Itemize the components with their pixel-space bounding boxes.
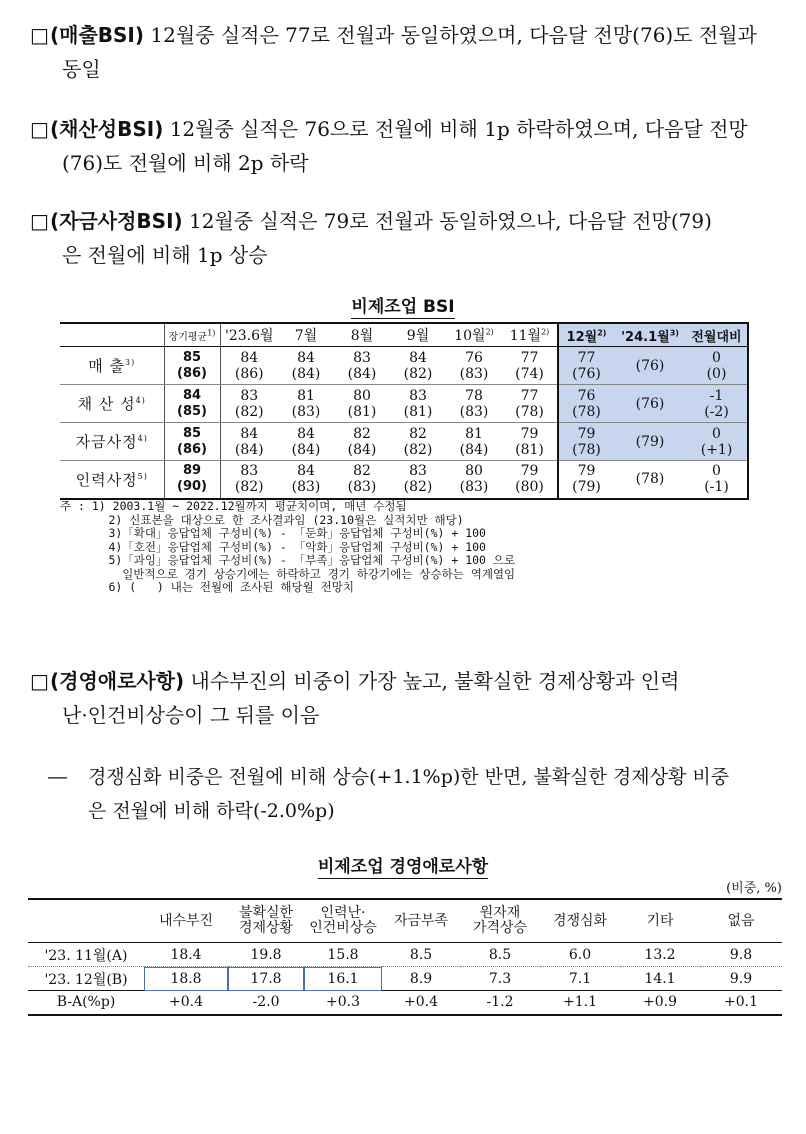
- value-cell: 19.8: [228, 943, 304, 967]
- value-cell: 83 (81): [390, 385, 446, 423]
- bsi-row: [60, 347, 748, 385]
- mgmt-header-row: [28, 899, 782, 943]
- bsi-row: [60, 385, 748, 423]
- row-label: 자금사정$^{4)}$: [60, 423, 164, 461]
- footnote: 5)「과잉」응답업체 구성비(%) - 「부족」응답업체 구성비(%) + 100 으로: [60, 553, 516, 567]
- mgmt-header-cell: 경쟁심화: [540, 899, 620, 943]
- value-cell: 8.9: [409, 970, 433, 987]
- value-cell: 79 (81): [502, 423, 558, 461]
- mom-change-cell: 0 (+1): [686, 423, 748, 461]
- mgmt-row: [28, 943, 782, 967]
- value-cell: 78 (83): [446, 385, 502, 423]
- value-cell: 83 (82): [220, 385, 278, 423]
- value-cell: +0.4: [144, 991, 228, 1015]
- paragraph-text-cont: 은 전월에 비해 하락(-2.0%p): [88, 800, 335, 822]
- jan-cell: (78): [614, 461, 686, 499]
- value-cell: 18.8: [144, 967, 228, 991]
- header-month: '23.6월: [220, 323, 278, 347]
- header-dec: 12월$^{2)}$: [558, 323, 614, 347]
- mgmt-table: [28, 898, 782, 1016]
- mgmt-header-cell: 원자재 가격상승: [460, 899, 540, 943]
- value-cell: -1.2: [460, 991, 540, 1015]
- mgmt-row: [28, 967, 782, 991]
- mgmt-header-cell: 없음: [700, 899, 782, 943]
- value-cell: 6.0: [540, 943, 620, 967]
- value-cell: +0.1: [700, 991, 782, 1015]
- footnote: 2) 신표본을 대상으로 한 조사결과임 (23.10월은 실적치만 해당): [60, 512, 464, 527]
- header-blank: [60, 323, 164, 347]
- mgmt-header-cell: 기타: [620, 899, 700, 943]
- row-label: 인력사정$^{5)}$: [60, 461, 164, 499]
- paragraph-profit-bsi: [30, 112, 794, 180]
- value-cell: +0.4: [382, 991, 460, 1015]
- value-cell: 84 (86): [220, 347, 278, 385]
- header-month: 8월: [334, 323, 390, 347]
- row-label: 매 출$^{3)}$: [60, 347, 164, 385]
- mgmt-header-cell: 인력난· 인건비상승: [304, 899, 382, 943]
- paragraph-text: 내수부진의 비중이 가장 높고, 불확실한 경제상황과 인력: [184, 669, 680, 693]
- value-cell: 82 (84): [334, 423, 390, 461]
- value-cell: +0.3: [304, 991, 382, 1015]
- value-cell: 83 (82): [220, 461, 278, 499]
- jan-cell: (76): [614, 385, 686, 423]
- footnote: 4)「호전」응답업체 구성비(%) - 「악화」응답업체 구성비(%) + 100: [60, 539, 486, 554]
- dash-bullet: ―: [48, 766, 67, 788]
- value-cell: 77 (74): [502, 347, 558, 385]
- long-term-avg-cell: 89 (90): [164, 461, 220, 499]
- value-cell: -2.0: [228, 991, 304, 1015]
- jan-cell: (76): [614, 347, 686, 385]
- value-cell: 80 (81): [334, 385, 390, 423]
- dec-cell: 76 (78): [558, 385, 614, 423]
- header-jan: '24.1월$^{3)}$: [614, 323, 686, 347]
- paragraph-mgmt-difficulties: [30, 664, 794, 732]
- row-label: '23. 12월(B): [44, 971, 128, 988]
- checkbox-bullet: □: [30, 209, 49, 233]
- value-cell: 14.1: [644, 970, 676, 987]
- row-label: 채 산 성$^{4)}$: [60, 385, 164, 423]
- bsi-table-title: 비제조업 BSI: [351, 297, 455, 317]
- paragraph-text-cont: 은 전월에 비해 1p 상승: [62, 243, 268, 267]
- value-cell: 84 (84): [278, 423, 334, 461]
- header-month: 7월: [278, 323, 334, 347]
- value-cell: 81 (83): [278, 385, 334, 423]
- dec-cell: 79 (79): [558, 461, 614, 499]
- value-cell: 76 (83): [446, 347, 502, 385]
- mom-change-cell: 0 (0): [686, 347, 748, 385]
- mom-change-cell: 0 (-1): [686, 461, 748, 499]
- paragraph-text-cont: 동일: [62, 57, 101, 81]
- value-cell: 9.9: [729, 970, 753, 987]
- dec-cell: 77 (76): [558, 347, 614, 385]
- value-cell: +0.9: [620, 991, 700, 1015]
- footnote: 6) ( ) 내는 전월에 조사된 해당월 전망치: [60, 580, 354, 594]
- header-blank: [28, 899, 144, 943]
- value-cell: 77 (78): [502, 385, 558, 423]
- unit-label: (비중, %): [726, 881, 782, 896]
- paragraph-text: 12월중 실적은 76으로 전월에 비해 1p 하락하였으며, 다음달 전망: [163, 117, 748, 141]
- value-cell: 83 (84): [334, 347, 390, 385]
- long-term-avg-cell: 85 (86): [164, 347, 220, 385]
- long-term-avg-cell: 85 (86): [164, 423, 220, 461]
- mom-change-cell: -1 (-2): [686, 385, 748, 423]
- header-month: 9월: [390, 323, 446, 347]
- header-long-term-avg: 장기평균$^{1)}$: [164, 323, 220, 347]
- value-cell: 18.4: [144, 943, 228, 967]
- bsi-table: [60, 322, 749, 500]
- mgmt-header-cell: 내수부진: [144, 899, 228, 943]
- header-mom-change: 전월대비: [686, 323, 748, 347]
- mgmt-table-title: 비제조업 경영애로사항: [317, 857, 489, 877]
- value-cell: 82 (83): [334, 461, 390, 499]
- value-cell: 84 (84): [220, 423, 278, 461]
- value-cell: 16.1: [304, 967, 382, 991]
- paragraph-heading: (채산성BSI): [50, 117, 164, 141]
- value-cell: 8.5: [460, 943, 540, 967]
- value-cell: 82 (82): [390, 423, 446, 461]
- value-cell: 8.5: [382, 943, 460, 967]
- paragraph-text: 12월중 실적은 79로 전월과 동일하였으나, 다음달 전망(79): [182, 209, 712, 233]
- paragraph-text-cont: 난·인건비상승이 그 뒤를 이음: [62, 703, 320, 727]
- mgmt-row: [28, 991, 782, 1015]
- value-cell: 17.8: [228, 967, 304, 991]
- paragraph-heading: (경영애로사항): [50, 669, 185, 693]
- jan-cell: (79): [614, 423, 686, 461]
- value-cell: 15.8: [304, 943, 382, 967]
- value-cell: 81 (84): [446, 423, 502, 461]
- paragraph-text-cont: (76)도 전월에 비해 2p 하락: [62, 151, 309, 175]
- row-label: '23. 11월(A): [28, 943, 144, 967]
- paragraph-sales-bsi: [30, 18, 794, 86]
- mgmt-header-cell: 불확실한 경제상황: [228, 899, 304, 943]
- checkbox-bullet: □: [30, 23, 49, 47]
- paragraph-heading: (자금사정BSI): [50, 209, 183, 233]
- footnote: 주 : 1) 2003.1월 ~ 2022.12월까지 평균치이며, 매년 수정됨: [60, 499, 407, 513]
- value-cell: 79 (80): [502, 461, 558, 499]
- value-cell: 84 (82): [390, 347, 446, 385]
- bsi-row: [60, 423, 748, 461]
- value-cell: 80 (83): [446, 461, 502, 499]
- header-month: 11월$^{2)}$: [502, 323, 558, 347]
- footnote: 3)「확대」응답업체 구성비(%) - 「둔화」응답업체 구성비(%) + 100: [60, 526, 486, 540]
- value-cell: 84 (83): [278, 461, 334, 499]
- value-cell: 13.2: [620, 943, 700, 967]
- mgmt-header-cell: 자금부족: [382, 899, 460, 943]
- paragraph-text: 12월중 실적은 77로 전월과 동일하였으며, 다음달 전망(76)도 전월과: [144, 23, 757, 47]
- header-month: 10월$^{2)}$: [446, 323, 502, 347]
- value-cell: 7.3: [488, 970, 512, 987]
- checkbox-bullet: □: [30, 117, 49, 141]
- paragraph-funds-bsi: [30, 204, 794, 272]
- value-cell: 9.8: [700, 943, 782, 967]
- value-cell: +1.1: [540, 991, 620, 1015]
- bsi-row: [60, 461, 748, 499]
- footnote: 일반적으로 경기 상승기에는 하락하고 경기 하강기에는 상승하는 역계열임: [60, 566, 516, 581]
- value-cell: 83 (82): [390, 461, 446, 499]
- value-cell: 84 (84): [278, 347, 334, 385]
- checkbox-bullet: □: [30, 669, 49, 693]
- bsi-header-row: [60, 323, 748, 347]
- long-term-avg-cell: 84 (85): [164, 385, 220, 423]
- bsi-footnotes: [60, 500, 760, 595]
- dec-cell: 79 (78): [558, 423, 614, 461]
- value-cell: 7.1: [568, 970, 592, 987]
- paragraph-competition: [48, 760, 794, 828]
- row-label: B-A(%p): [28, 991, 144, 1015]
- paragraph-text: 경쟁심화 비중은 전월에 비해 상승(+1.1%p)한 반면, 불확실한 경제상황 비중: [88, 766, 730, 788]
- paragraph-heading: (매출BSI): [50, 23, 145, 47]
